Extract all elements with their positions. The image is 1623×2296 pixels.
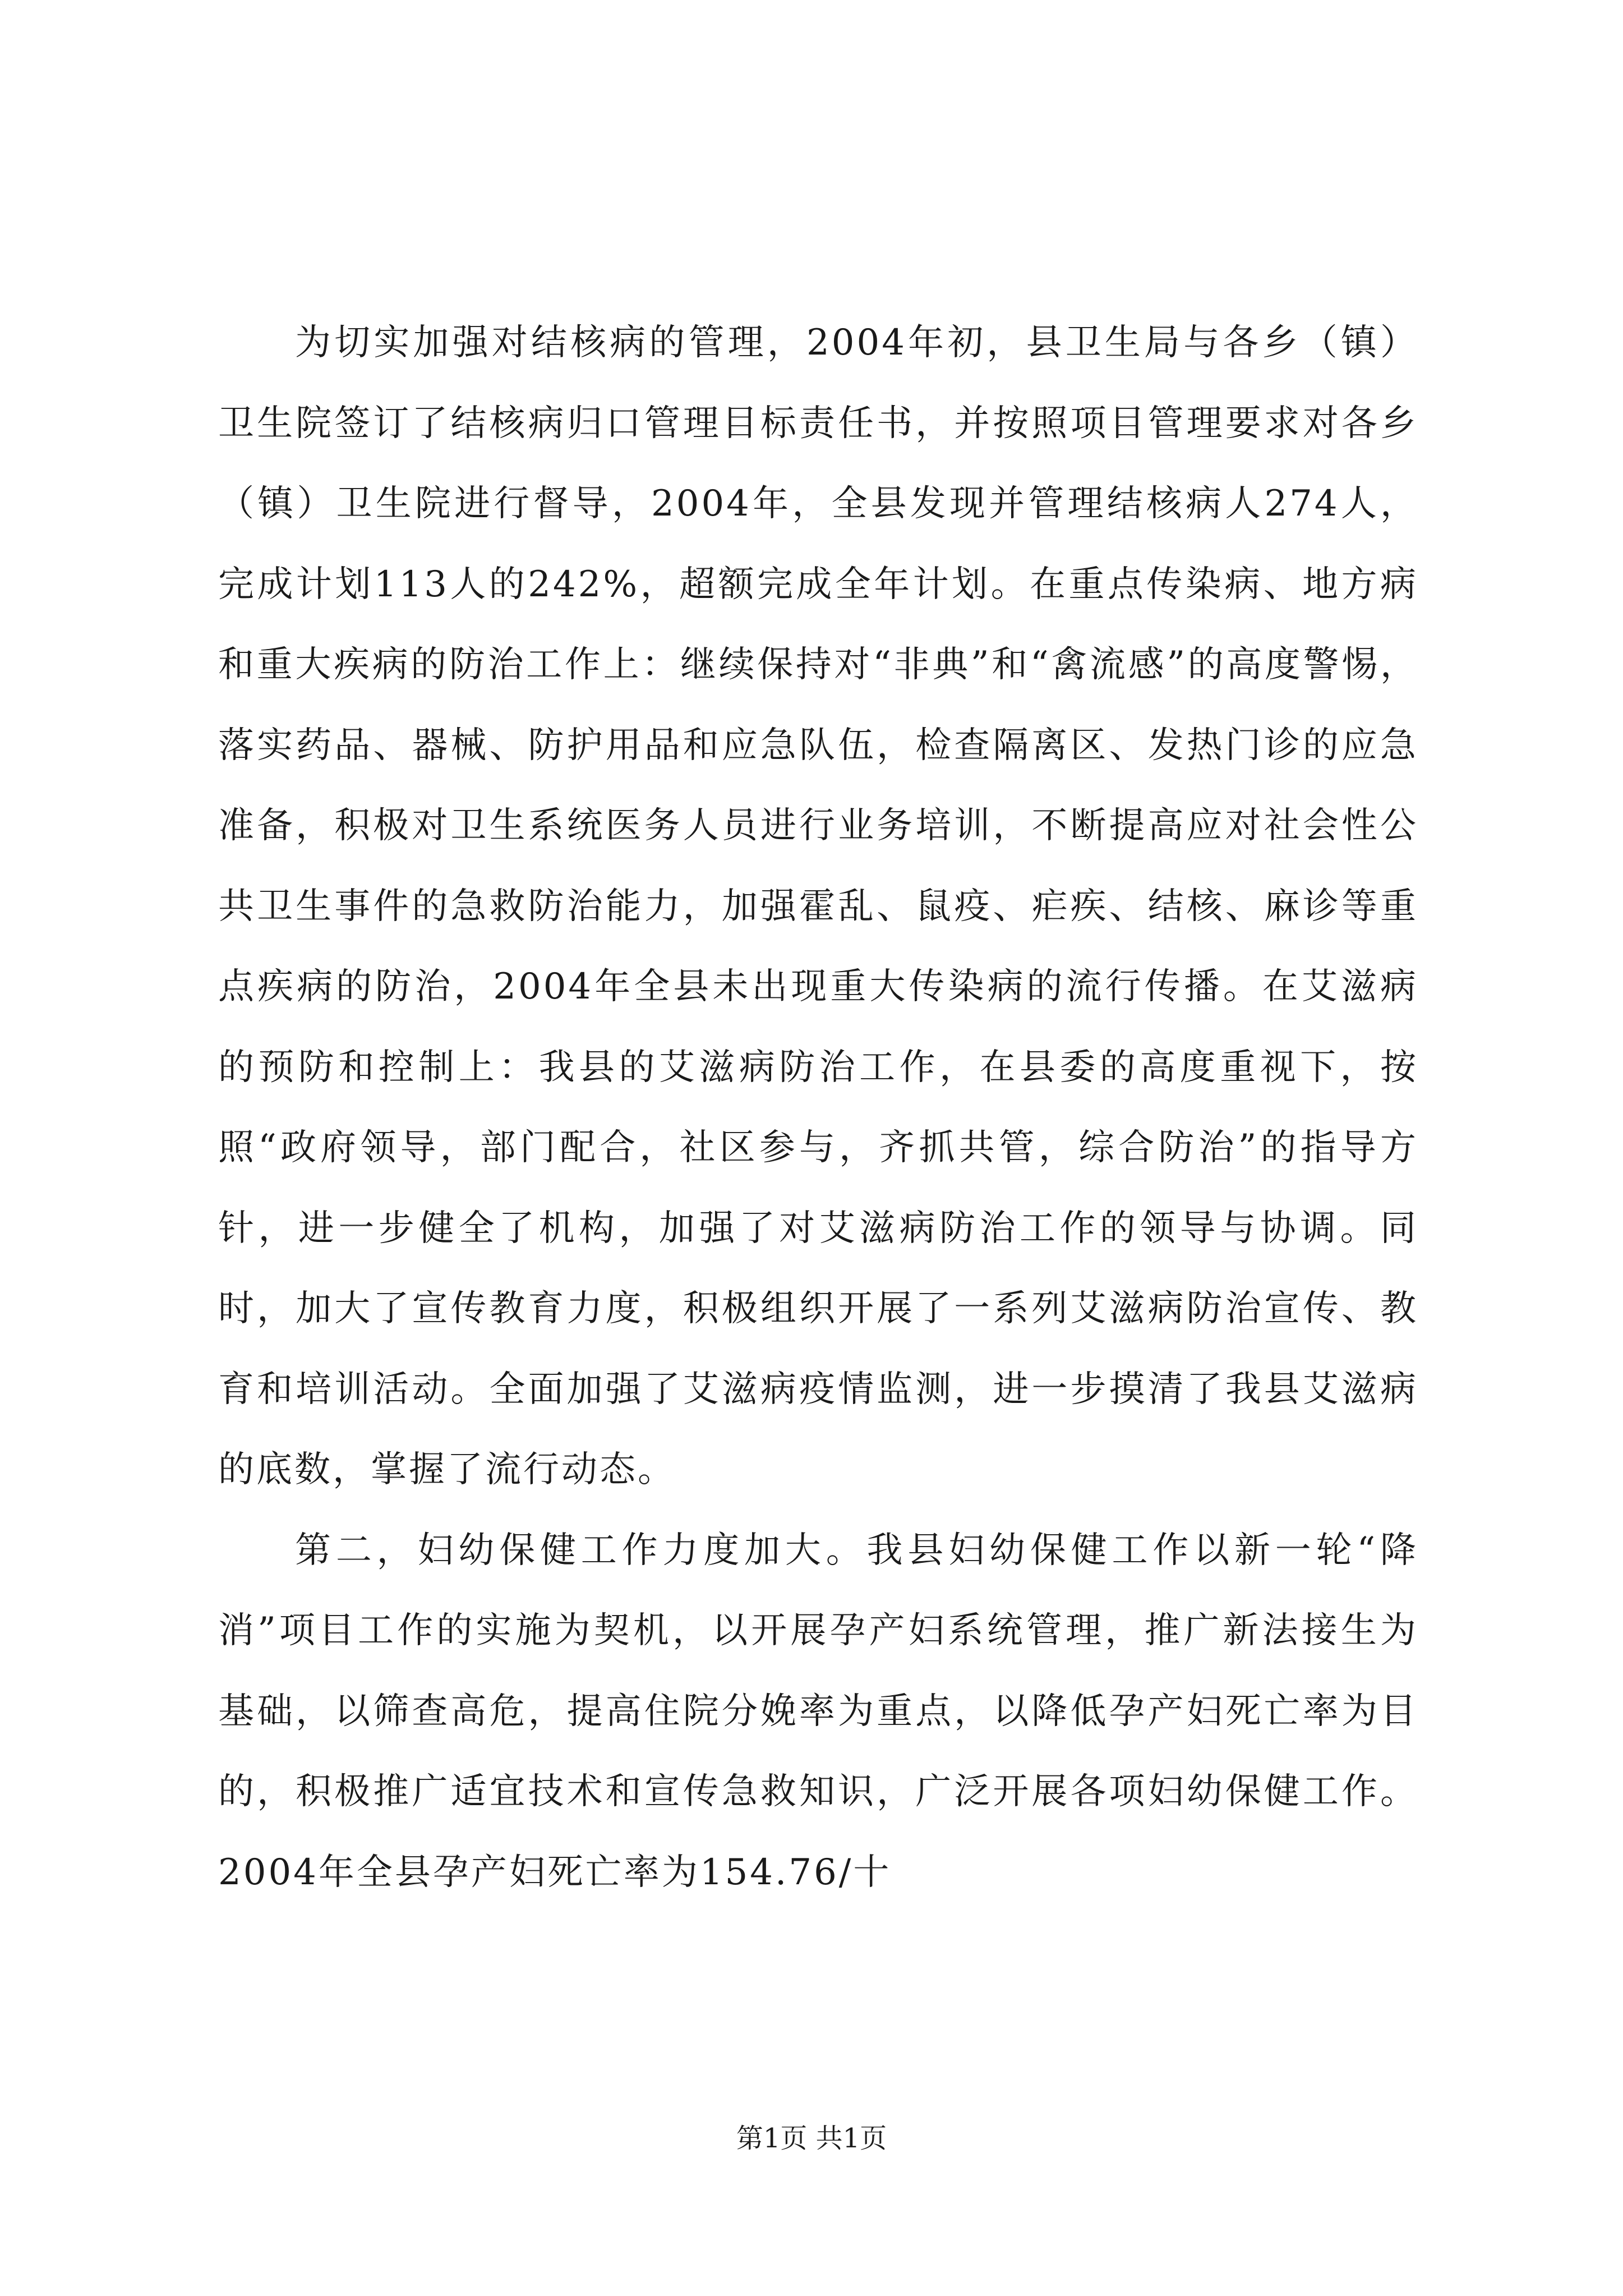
document-body xyxy=(218,303,1418,1913)
paragraph-tuberculosis-management: 为切实加强对结核病的管理，2004年初，县卫生局与各乡（镇）卫生院签订了结核病归口管理目标责任书，并按照项目管理要求对各乡（镇）卫生院进行督导，2004年，全县发现并管理结核病人274人，完成计划113人的242%，超额完成全年计划。在重点传染病、地方病和重大疾病的防治工作上：继续保持对“非典”和“禽流感”的高度警惕，落实药品、器械、防护用品和应急队伍，检查隔离区、发热门诊的应急准备，积极对卫生系统医务人员进行业务培训，不断提高应对社会性公共卫生事件的急救防治能力，加强霍乱、鼠疫、疟疾、结核、麻诊等重点疾病的防治，2004年全县未出现重大传染病的流行传播。在艾滋病的预防和控制上：我县的艾滋病防治工作，在县委的高度重视下，按照“政府领导，部门配合，社区参与，齐抓共管，综合防治”的指导方针，进一步健全了机构，加强了对艾滋病防治工作的领导与协调。同时，加大了宣传教育力度，积极组织开展了一系列艾滋病防治宣传、教育和培训活动。全面加强了艾滋病疫情监测，进一步摸清了我县艾滋病的底数，掌握了流行动态。 xyxy=(218,322,1418,1490)
paragraph-maternal-child-health: 第二，妇幼保健工作力度加大。我县妇幼保健工作以新一轮“降消”项目工作的实施为契机，以开展孕产妇系统管理，推广新法接生为基础，以筛查高危，提高住院分娩率为重点，以降低孕产妇死亡率为目的，积极推广适宜技术和宣传急救知识，广泛开展各项妇幼保健工作。2004年全县孕产妇死亡率为154.76/十 xyxy=(218,1529,1418,1893)
page-footer: 第1页 共1页 xyxy=(736,2123,887,2154)
